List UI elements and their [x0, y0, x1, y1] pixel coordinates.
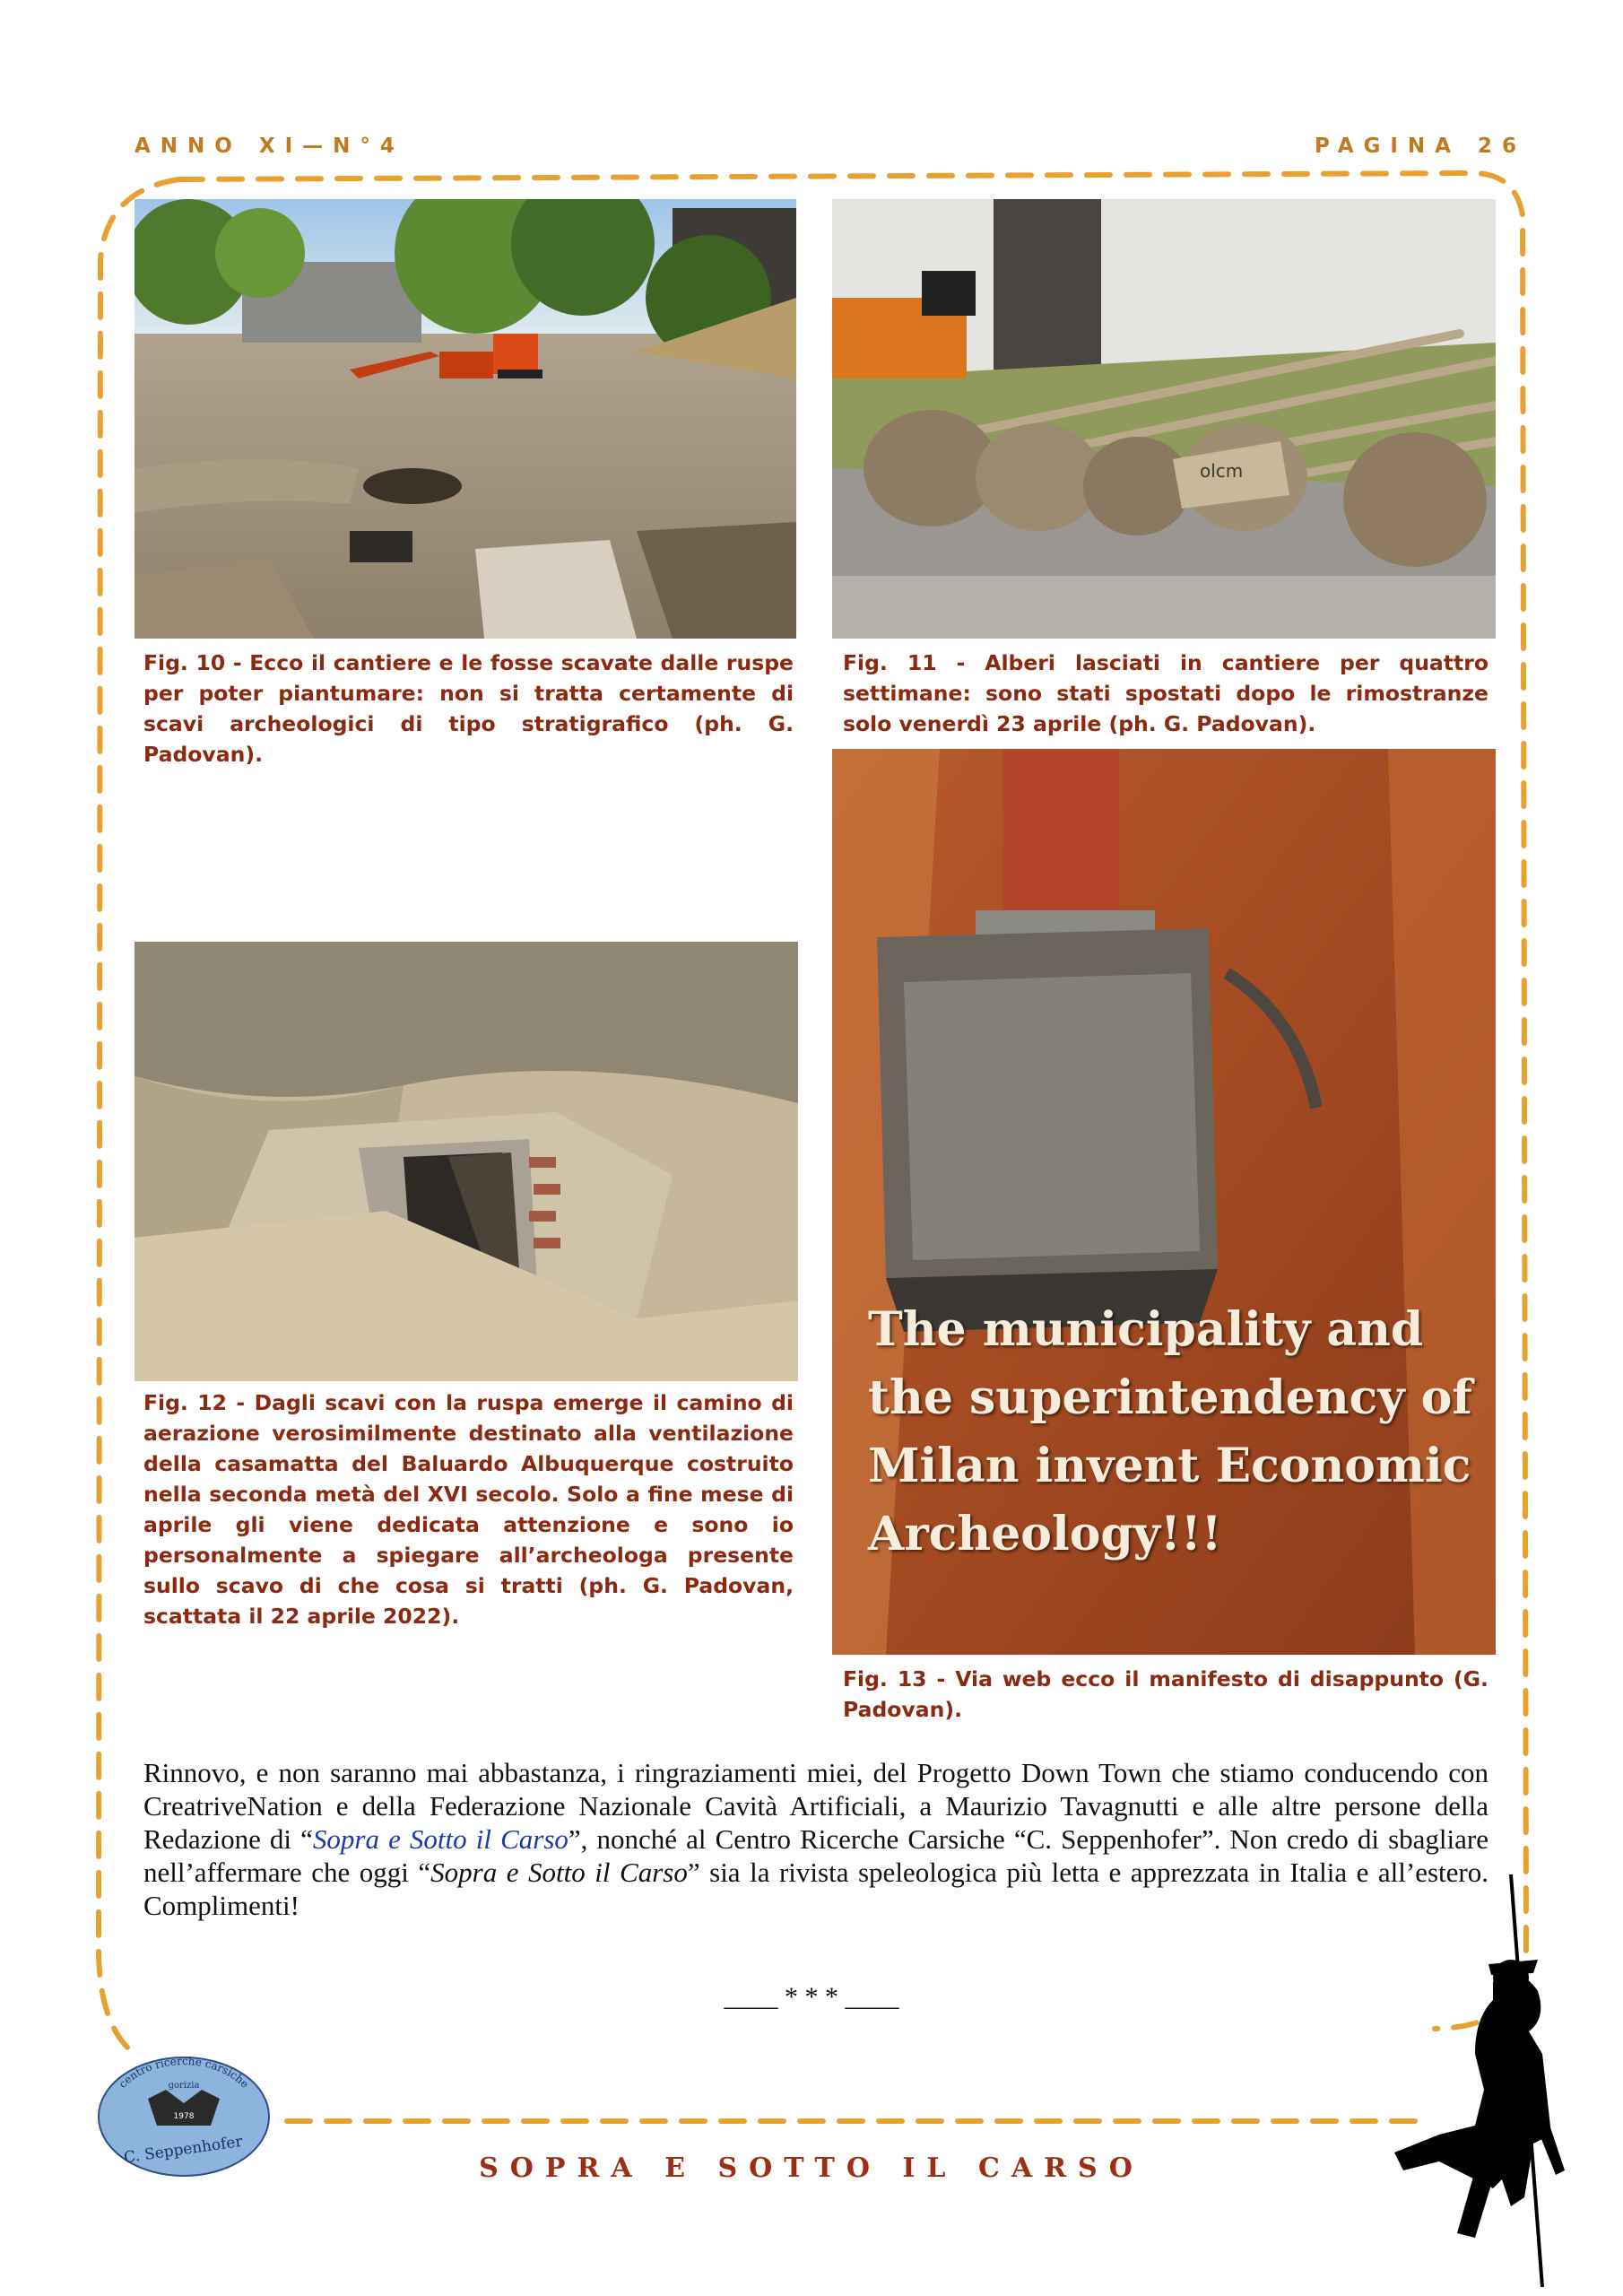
fig10-caption: Fig. 10 - Ecco il cantiere e le fosse scavate dalle ruspe per poter piantumare: non si tratta certamente di scavi archeologici di tipo stratigrafico (ph. G. Padovan). [143, 650, 794, 767]
fig11-photo [832, 199, 1496, 639]
paragraph-part-3: ” sia la rivista speleologica più letta e apprezzata in Italia e all’estero. Complimenti! [143, 1857, 1488, 1921]
fig13-photo [832, 749, 1496, 1655]
magazine-title: Sopra e Sotto il Carso [430, 1857, 688, 1888]
footer-title: SOPRA E SOTTO IL CARSO [479, 2152, 1144, 2184]
fig13-poster-text: The municipality and the superintendency of Milan invent Economic Archeology!!! [868, 1302, 1472, 1561]
section-separator: ____ * * * ____ [724, 1982, 899, 2012]
magazine-title-link: Sopra e Sotto il Carso [312, 1823, 568, 1855]
page-number: PAGINA 26 [1314, 135, 1526, 158]
club-logo [94, 2054, 273, 2179]
logo-year: 1978 [173, 2112, 195, 2121]
paragraph-part-1: Rinnovo, e non saranno mai abbastanza, i ringraziamenti miei, del Progetto Down Town che stiamo conducendo con CreatriveNation e della Federazione Nazionale Cavità Artificiali, a Maurizio Tavagnutti e alle altre persone della Redazione di “ [143, 1757, 1488, 1855]
fig10-photo [135, 199, 796, 639]
issue-number: ANNO XI—N°4 [135, 135, 404, 158]
paragraph-part-2: ”, nonché al Centro Ricerche Carsiche “C. Seppenhofer”. Non credo di sbagliare nell’affermare che oggi “ [143, 1823, 1488, 1888]
logo-name: C. Seppenhofer [122, 2132, 244, 2168]
fig13-caption: Fig. 13 - Via web ecco il manifesto di disappunto (G. Padovan). [843, 1666, 1488, 1722]
caver-silhouette-icon [1385, 1874, 1583, 2287]
closing-paragraph [143, 1756, 1488, 1922]
fig11-caption: Fig. 11 - Alberi lasciati in cantiere per quattro settimane: sono stati spostati dopo le rimostranze solo venerdì 23 aprile (ph. G. Padovan). [843, 650, 1488, 736]
logo-arc-text: centro ricerche carsiche [116, 2054, 252, 2091]
logo-city-text: gorizia [168, 2081, 200, 2091]
fig11-tree-tag: olcm [1200, 460, 1244, 482]
fig12-photo [135, 942, 798, 1381]
fig12-caption: Fig. 12 - Dagli scavi con la ruspa emerge il camino di aerazione verosimilmente destinato alla ventilazione della casamatta del Baluardo Albuquerque costruito nella seconda metà del XVI secolo. Solo a fine mese di aprile gli viene dedicata attenzione e sono io personalmente a spiegare all’archeologa presente sullo scavo di che cosa si tratti (ph. G. Padovan, scattata il 22 aprile 2022). [143, 1390, 794, 1629]
